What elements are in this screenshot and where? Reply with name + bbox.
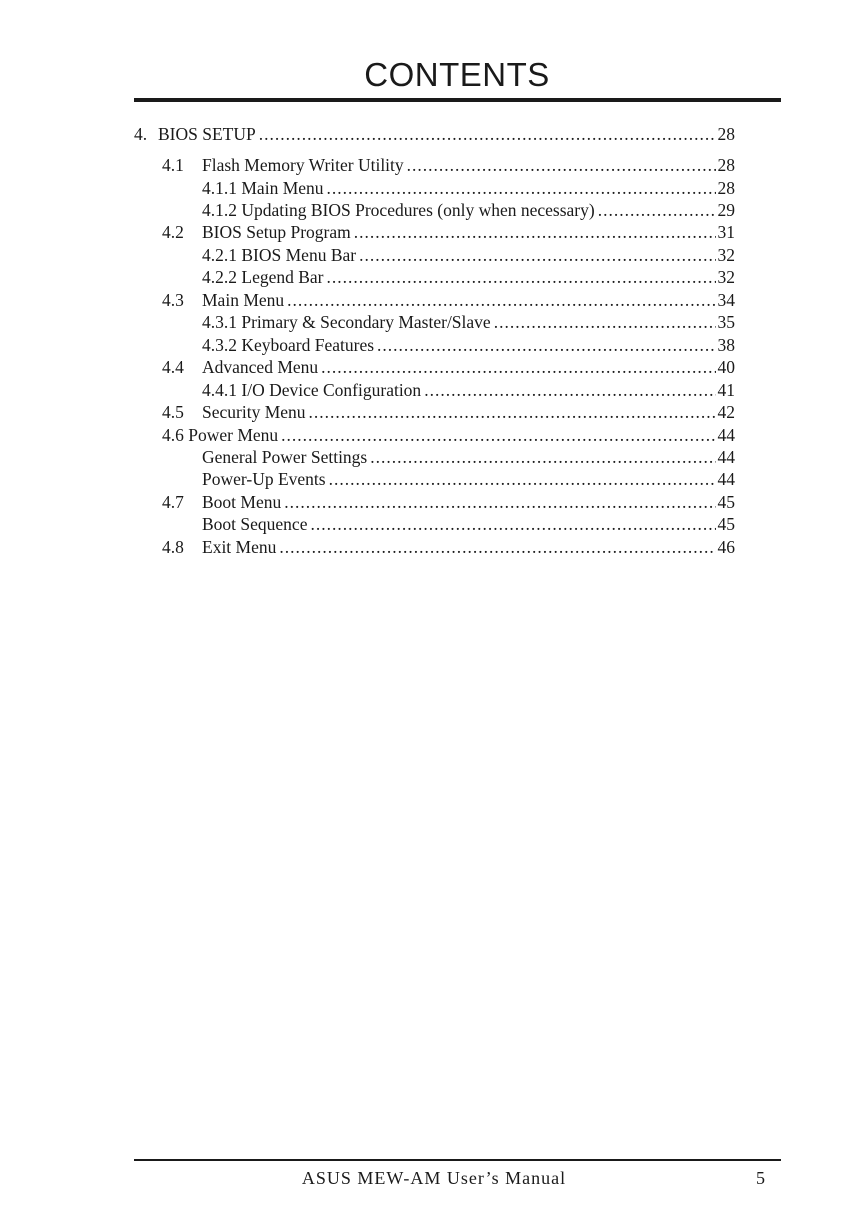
dot-leader (370, 446, 715, 468)
toc-entry-label: Main Menu (202, 290, 285, 310)
toc-entry-page: 46 (717, 537, 735, 557)
toc-entry-number: 4.2 (162, 222, 184, 242)
toc-entry-page: 28 (717, 178, 735, 198)
dot-leader (354, 221, 716, 243)
footer-rule (134, 1159, 781, 1161)
dot-leader (377, 334, 715, 356)
toc-entry-label: 4.6 Power Menu (162, 425, 279, 445)
toc-entry-label: 4.4.1 I/O Device Configuration (202, 380, 422, 400)
dot-leader (327, 266, 716, 288)
toc-entry-label: General Power Settings (202, 447, 368, 467)
toc-entry-label: Power-Up Events (202, 469, 326, 489)
footer-manual-title: ASUS MEW-AM User’s Manual (301, 1168, 567, 1188)
toc-entry-io-device-config[interactable] (134, 379, 735, 401)
toc-entry-page: 44 (717, 447, 735, 467)
dot-leader (284, 491, 715, 513)
toc-entry-security-menu[interactable] (134, 401, 735, 423)
toc-entry-number: 4.4 (162, 357, 184, 377)
toc-entry-boot-sequence[interactable] (134, 513, 735, 535)
toc-entry-legend-bar[interactable] (134, 266, 735, 288)
toc-entry-number: 4.8 (162, 537, 184, 557)
toc-entry-updating-bios[interactable] (134, 199, 735, 221)
toc-entry-page: 44 (717, 425, 735, 445)
toc-entry-page: 42 (717, 402, 735, 422)
toc-entry-keyboard-features[interactable] (134, 334, 735, 356)
toc-entry-primary-secondary[interactable] (134, 311, 735, 333)
dot-leader (309, 401, 716, 423)
toc-entry-page: 29 (717, 200, 735, 220)
toc-entry-exit-menu[interactable] (134, 536, 735, 558)
dot-leader (327, 177, 716, 199)
toc-entry-page: 28 (717, 124, 735, 144)
toc-entry-page: 32 (717, 267, 735, 287)
dot-leader (287, 289, 715, 311)
dot-leader (359, 244, 715, 266)
toc-entry-bios-menu-bar[interactable] (134, 244, 735, 266)
toc-entry-page: 31 (717, 222, 735, 242)
dot-leader (329, 468, 716, 490)
toc-entry-label: BIOS SETUP (158, 124, 256, 144)
toc-entry-main-menu[interactable] (134, 289, 735, 311)
toc-entry-number: 4.3 (162, 290, 184, 310)
toc-entry-page: 28 (717, 155, 735, 175)
toc-entry-number: 4.1 (162, 155, 184, 175)
toc-entry-label: Exit Menu (202, 537, 277, 557)
toc-entry-label: Flash Memory Writer Utility (202, 155, 404, 175)
dot-leader (424, 379, 715, 401)
title-underline (134, 98, 781, 102)
toc-entry-label: Boot Sequence (202, 514, 308, 534)
dot-leader (310, 513, 715, 535)
toc-entry-page: 41 (717, 380, 735, 400)
toc-entry-page: 44 (717, 469, 735, 489)
toc-entry-number: 4. (134, 124, 148, 144)
toc-entry-page: 38 (717, 335, 735, 355)
toc-entry-number: 4.5 (162, 402, 184, 422)
dot-leader (598, 199, 716, 221)
toc-entry-label: Advanced Menu (202, 357, 319, 377)
footer-page-number: 5 (756, 1168, 765, 1188)
toc-entry-page: 34 (717, 290, 735, 310)
toc-entry-page: 45 (717, 514, 735, 534)
toc-entry-label: 4.1.1 Main Menu (202, 178, 324, 198)
toc-entry-page: 35 (717, 312, 735, 332)
dot-leader (259, 123, 716, 145)
toc-entry-power-menu[interactable] (134, 424, 735, 446)
dot-leader (494, 311, 716, 333)
toc-entry-bios-setup-program[interactable] (134, 221, 735, 243)
toc-entry-page: 45 (717, 492, 735, 512)
toc-entry-number: 4.7 (162, 492, 184, 512)
toc-entry-boot-menu[interactable] (134, 491, 735, 513)
toc-entry-bios-setup[interactable] (134, 123, 735, 145)
toc-entry-label: BIOS Setup Program (202, 222, 351, 242)
toc-entry-label: 4.3.2 Keyboard Features (202, 335, 375, 355)
toc-entry-label: 4.3.1 Primary & Secondary Master/Slave (202, 312, 491, 332)
toc-entry-flash-memory-writer[interactable] (134, 154, 735, 176)
toc-entry-advanced-menu[interactable] (134, 356, 735, 378)
toc-entry-page: 40 (717, 357, 735, 377)
toc-entry-label: Boot Menu (202, 492, 282, 512)
toc-entry-label: 4.2.2 Legend Bar (202, 267, 324, 287)
toc-entry-main-menu-sub[interactable] (134, 177, 735, 199)
dot-leader (321, 356, 715, 378)
toc-entry-general-power-settings[interactable] (134, 446, 735, 468)
toc-entry-label: 4.1.2 Updating BIOS Procedures (only when necessary) (202, 200, 595, 220)
dot-leader (279, 536, 715, 558)
toc-entry-power-up-events[interactable] (134, 468, 735, 490)
toc-entry-label: 4.2.1 BIOS Menu Bar (202, 245, 357, 265)
toc-entry-label: Security Menu (202, 402, 306, 422)
page-title: CONTENTS (364, 56, 550, 93)
toc-entry-page: 32 (717, 245, 735, 265)
dot-leader (407, 154, 716, 176)
dot-leader (281, 424, 715, 446)
